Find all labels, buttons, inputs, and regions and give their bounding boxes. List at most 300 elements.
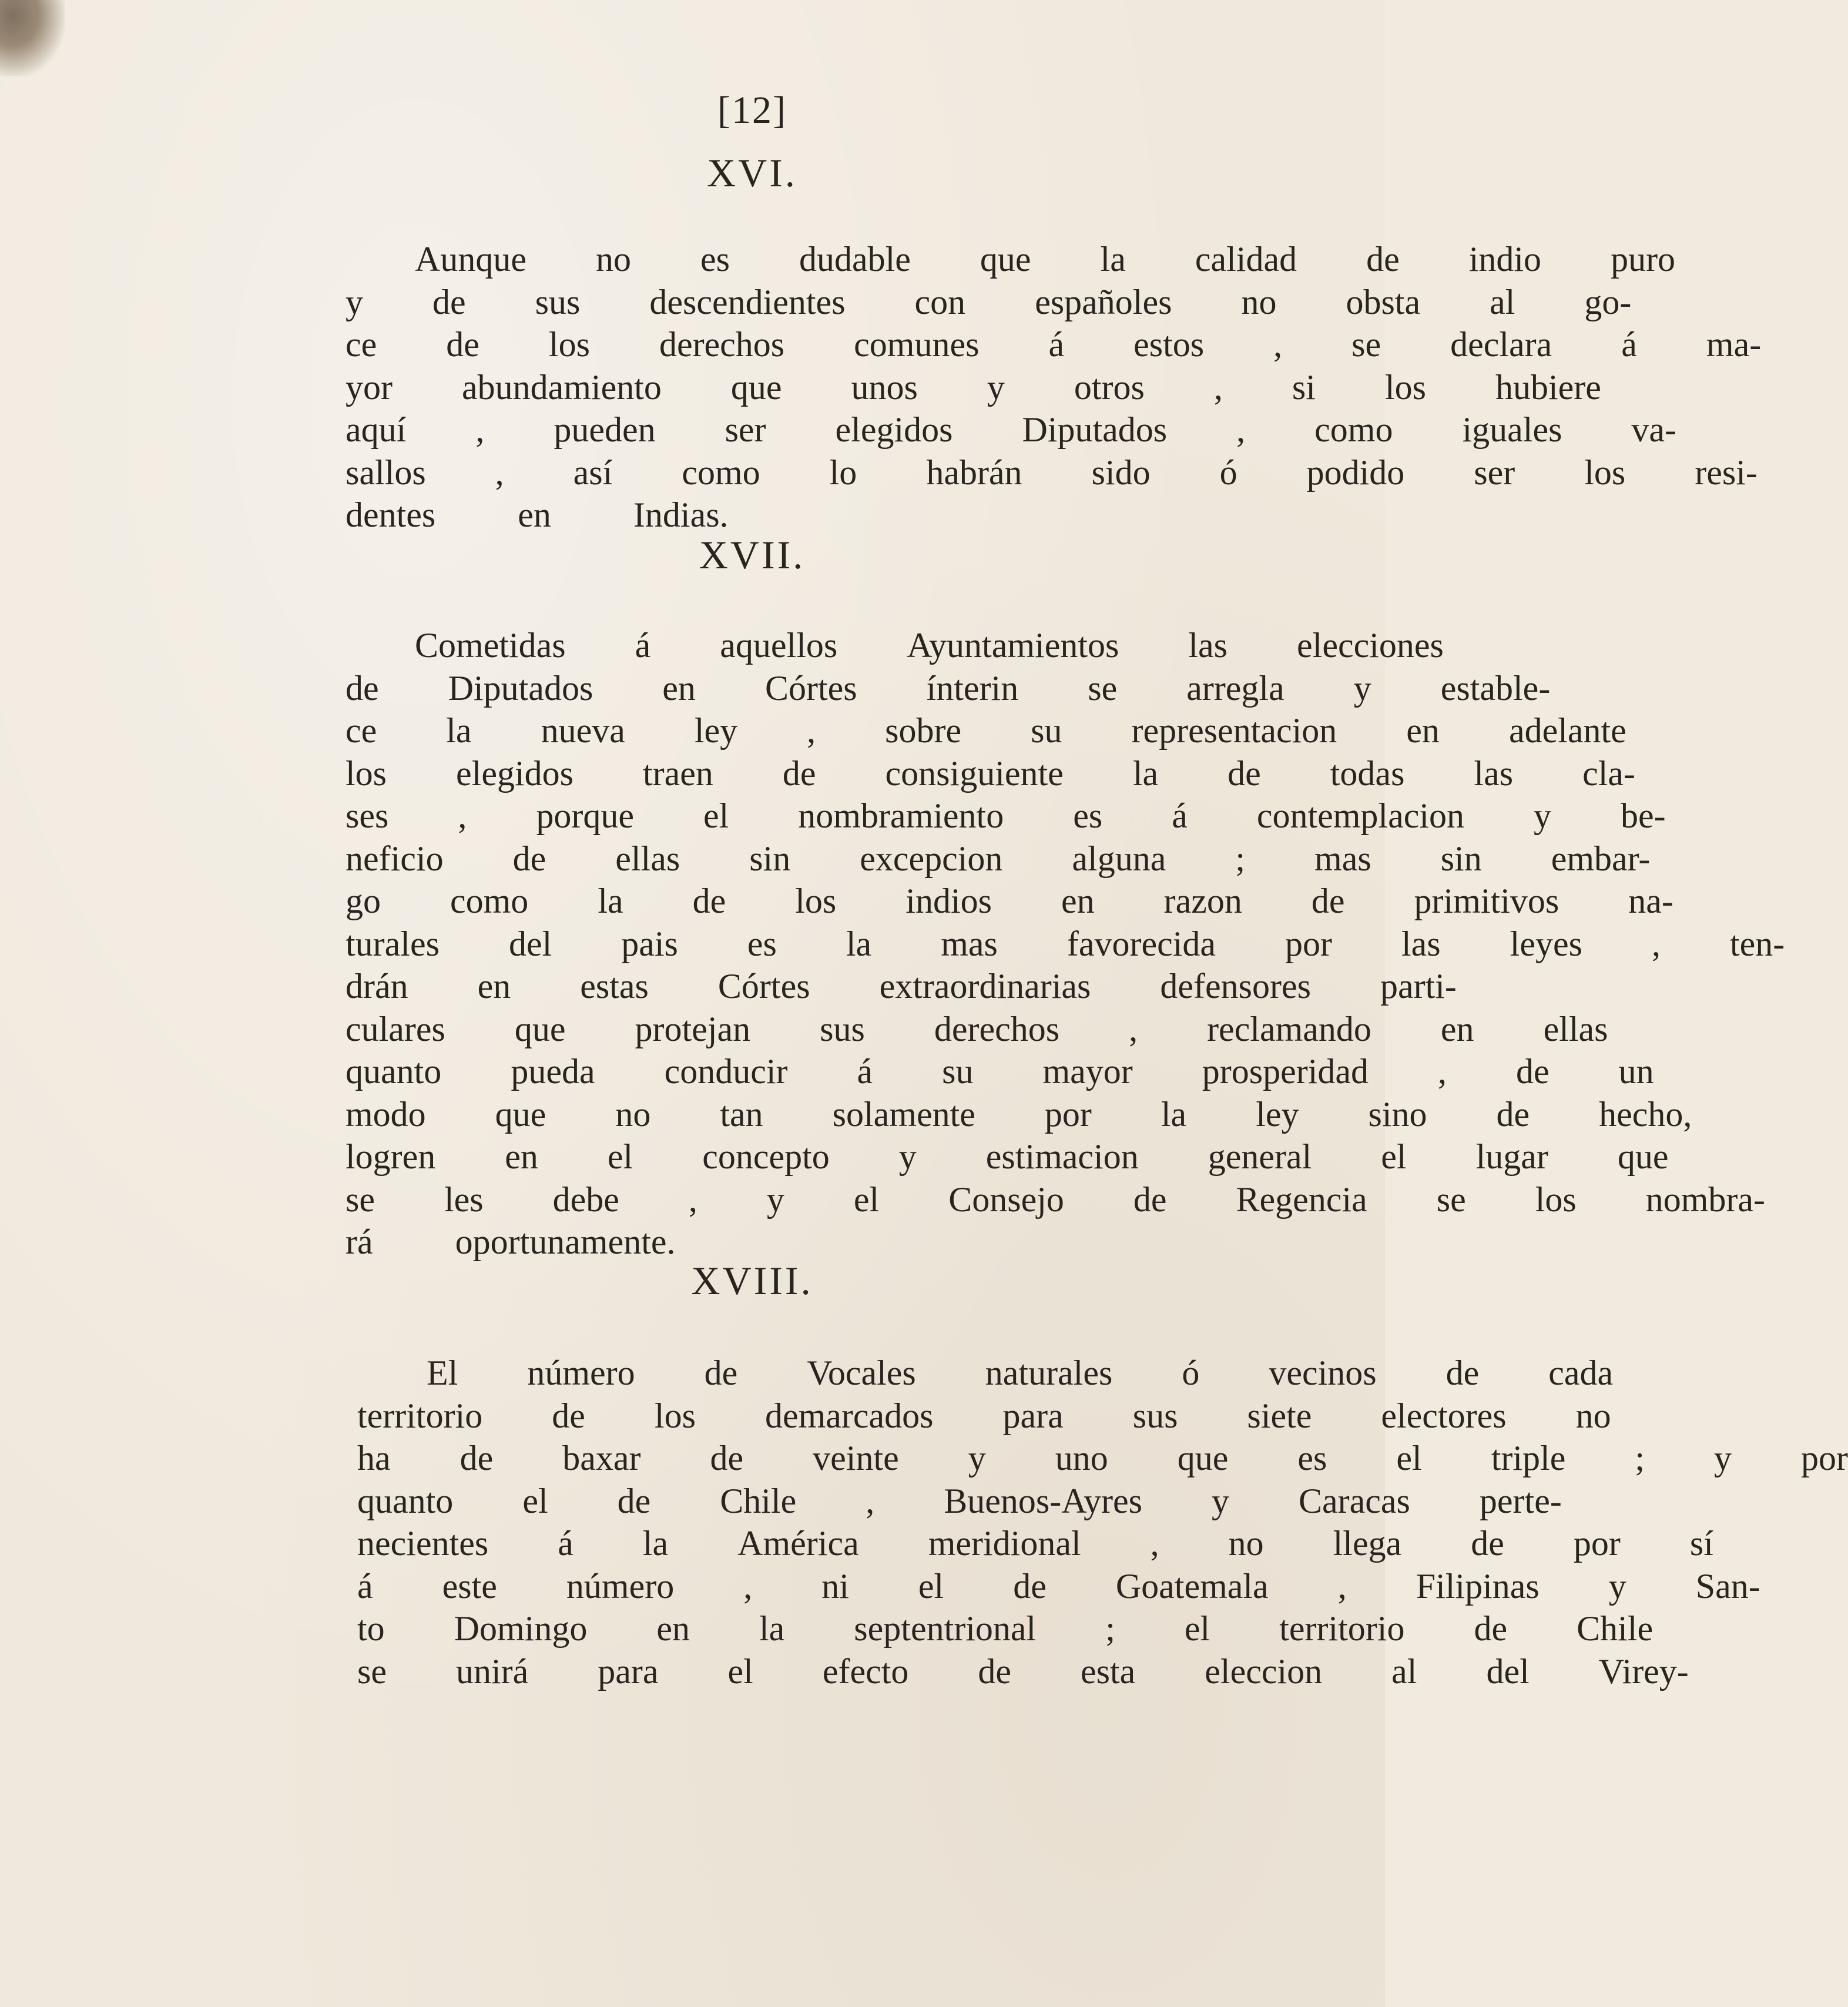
word: en xyxy=(1406,711,1440,750)
word: abundamiento xyxy=(461,367,662,407)
word: á xyxy=(857,1052,873,1091)
word: Aunque xyxy=(415,240,526,279)
word: to xyxy=(357,1609,385,1648)
word: meridional xyxy=(928,1524,1081,1563)
word: y xyxy=(1608,1566,1626,1606)
word: , xyxy=(1213,367,1223,407)
word: iguales xyxy=(1462,410,1562,449)
word: resi- xyxy=(1695,453,1758,492)
word: solamente xyxy=(832,1094,975,1134)
word: Goatemala xyxy=(1115,1566,1269,1606)
section-heading-xvii: XVII. xyxy=(699,532,806,577)
word: de xyxy=(1311,882,1345,920)
word: drán xyxy=(346,967,408,1006)
word: si xyxy=(1292,367,1316,407)
text-line xyxy=(276,624,1444,667)
word: se xyxy=(357,1651,387,1691)
word: otros xyxy=(1074,367,1145,407)
word: eleccion xyxy=(1205,1651,1323,1691)
text-line xyxy=(288,1522,1713,1565)
word: es xyxy=(747,924,777,963)
word: el xyxy=(522,1481,548,1520)
word: Ayuntamientos xyxy=(907,626,1119,665)
word: dudable xyxy=(799,240,911,279)
word: la xyxy=(1161,1094,1187,1134)
paragraph-xviii xyxy=(288,1352,1848,1693)
word: embar- xyxy=(1551,839,1651,878)
word: sido xyxy=(1091,453,1151,492)
word: un xyxy=(1618,1052,1654,1091)
word: de xyxy=(1366,240,1400,279)
word: no xyxy=(595,240,631,279)
word: es xyxy=(700,240,730,279)
word: go xyxy=(346,882,381,920)
word: , xyxy=(1337,1566,1347,1606)
word: defensores xyxy=(1160,967,1311,1006)
word: declara xyxy=(1450,325,1552,364)
word: reclamando xyxy=(1207,1009,1371,1048)
word: al xyxy=(1391,1651,1417,1691)
word: su xyxy=(1031,711,1062,750)
word: y xyxy=(1714,1439,1732,1477)
word: estas xyxy=(580,967,649,1006)
word: de xyxy=(552,1396,585,1435)
word: ser xyxy=(1474,453,1515,492)
text-line xyxy=(276,1135,1669,1178)
word: Virey- xyxy=(1598,1651,1689,1691)
word: la xyxy=(846,924,872,963)
word: septentrional xyxy=(854,1609,1037,1648)
word: mayor xyxy=(1042,1052,1133,1091)
word: ellas xyxy=(615,839,680,878)
word: número xyxy=(527,1353,635,1392)
word: y xyxy=(1534,796,1552,835)
word: de xyxy=(1471,1524,1504,1563)
word: el xyxy=(918,1566,944,1606)
word: leyes xyxy=(1510,924,1582,963)
word: los xyxy=(654,1396,696,1435)
text-line xyxy=(276,451,1758,494)
word: puro xyxy=(1611,240,1676,279)
word: lugar xyxy=(1475,1137,1548,1176)
word: nombra- xyxy=(1645,1180,1766,1219)
word: á xyxy=(1621,325,1637,364)
word: uno xyxy=(1055,1439,1108,1477)
word: lo xyxy=(829,453,857,492)
word: , xyxy=(475,410,485,449)
word: de xyxy=(692,882,726,920)
word: por xyxy=(1285,924,1332,963)
word: como xyxy=(450,882,529,920)
word: ley xyxy=(694,711,738,750)
word: go- xyxy=(1584,282,1632,321)
word: ó xyxy=(1219,453,1237,492)
word: de xyxy=(1496,1094,1530,1134)
word: unirá xyxy=(455,1651,529,1691)
word: unos xyxy=(851,367,918,407)
word: elecciones xyxy=(1297,626,1444,665)
word: de xyxy=(446,325,479,364)
word: esta xyxy=(1081,1651,1136,1691)
word: de xyxy=(512,839,546,878)
word: en xyxy=(656,1609,690,1648)
word: la xyxy=(1132,753,1159,793)
word: estimacion xyxy=(985,1137,1139,1176)
word: número xyxy=(566,1566,675,1606)
word: oportunamente. xyxy=(455,1222,676,1261)
word: favorecida xyxy=(1066,924,1216,963)
word: las xyxy=(1474,753,1514,793)
word: de xyxy=(460,1439,494,1477)
word: que xyxy=(730,367,782,407)
word: be- xyxy=(1621,796,1666,835)
word: los xyxy=(1535,1180,1577,1219)
text-line xyxy=(276,281,1632,324)
text-line xyxy=(276,965,1457,1008)
word: dentes xyxy=(346,495,436,534)
word: les xyxy=(444,1180,484,1219)
word: vecinos xyxy=(1269,1353,1377,1392)
word: sino xyxy=(1368,1094,1427,1134)
word: de xyxy=(1474,1609,1508,1648)
word: sí xyxy=(1689,1524,1713,1563)
word: demarcados xyxy=(764,1396,934,1435)
word: descendientes xyxy=(649,282,846,321)
word: y xyxy=(968,1439,986,1477)
word: del xyxy=(508,924,552,963)
word: , xyxy=(688,1180,697,1219)
word: efecto xyxy=(822,1651,909,1691)
word: , xyxy=(1273,325,1283,364)
word: en xyxy=(518,495,551,534)
text-line xyxy=(288,1650,1689,1693)
word: las xyxy=(1401,924,1441,963)
word: Diputados xyxy=(448,668,593,708)
word: conducir xyxy=(664,1052,788,1091)
word: los xyxy=(548,325,590,364)
word: turales xyxy=(346,924,440,963)
word: ; xyxy=(1235,839,1246,878)
word: para xyxy=(1002,1396,1064,1435)
word: y xyxy=(1212,1481,1230,1520)
word: de xyxy=(1445,1353,1480,1392)
word: los xyxy=(795,882,837,920)
word: alguna xyxy=(1072,839,1166,878)
word: baxar xyxy=(562,1439,641,1477)
word: no xyxy=(1575,1396,1611,1435)
word: que xyxy=(514,1009,566,1048)
word: Domingo xyxy=(454,1609,588,1648)
text-line xyxy=(276,795,1666,837)
text-line xyxy=(288,1437,1848,1480)
word: el xyxy=(1396,1439,1422,1477)
word: ser xyxy=(725,410,766,449)
word: traen xyxy=(642,753,713,793)
word: el xyxy=(1184,1609,1210,1648)
word: pueda xyxy=(511,1052,595,1091)
word: comunes xyxy=(854,325,980,364)
word: no xyxy=(1228,1524,1264,1563)
word: el xyxy=(607,1137,633,1176)
word: razon xyxy=(1163,882,1242,920)
word: ; xyxy=(1105,1609,1115,1648)
word: arregla xyxy=(1186,668,1284,708)
word: perte- xyxy=(1479,1481,1562,1520)
word: se xyxy=(1088,668,1118,708)
word: El xyxy=(427,1353,458,1392)
section-heading-xvi: XVI. xyxy=(707,150,797,195)
word: porque xyxy=(536,796,634,835)
word: pueden xyxy=(554,410,656,449)
word: Cometidas xyxy=(415,626,566,665)
word: los xyxy=(1384,367,1426,407)
word: , xyxy=(1236,410,1246,449)
word: América xyxy=(737,1524,859,1563)
word: ellas xyxy=(1543,1009,1608,1048)
word: así xyxy=(573,453,613,492)
word: las xyxy=(1188,626,1228,665)
text-line xyxy=(276,494,1252,537)
word: Córtes xyxy=(764,668,857,708)
word: Córtes xyxy=(717,967,810,1006)
word: Consejo xyxy=(948,1180,1064,1219)
word: el xyxy=(853,1180,880,1219)
word: todas xyxy=(1330,753,1405,793)
word: calidad xyxy=(1195,240,1297,279)
word: Chile xyxy=(1577,1609,1654,1648)
word: representacion xyxy=(1131,711,1337,750)
word: de xyxy=(346,668,379,708)
word: yor xyxy=(346,367,393,407)
word: , xyxy=(1438,1052,1447,1091)
word: sus xyxy=(820,1009,865,1048)
word: ten- xyxy=(1729,924,1785,963)
word: que xyxy=(495,1094,546,1134)
word: neficio xyxy=(346,839,444,878)
word: y xyxy=(898,1137,917,1176)
word: ses xyxy=(346,796,389,835)
text-line xyxy=(276,709,1626,752)
word: elegidos xyxy=(456,753,573,793)
word: en xyxy=(505,1137,538,1176)
word: protejan xyxy=(635,1009,751,1048)
word: culares xyxy=(346,1009,445,1048)
word: pais xyxy=(621,924,678,963)
text-line xyxy=(276,1221,1252,1264)
word: la xyxy=(759,1609,785,1648)
page-number: [12] xyxy=(717,89,787,132)
word: de xyxy=(617,1481,651,1520)
word: de xyxy=(704,1353,738,1392)
word: habrán xyxy=(926,453,1022,492)
word: y xyxy=(1353,668,1371,708)
text-line xyxy=(276,1008,1608,1051)
word: ley xyxy=(1256,1094,1299,1134)
word: los xyxy=(1584,453,1626,492)
word: nueva xyxy=(541,711,625,750)
text-line xyxy=(276,837,1651,880)
word: Filipinas xyxy=(1416,1566,1540,1606)
word: contemplacion xyxy=(1256,796,1465,835)
word: aquí xyxy=(346,410,407,449)
text-line xyxy=(288,1352,1614,1395)
word: por xyxy=(1801,1439,1848,1477)
word: á xyxy=(357,1566,373,1606)
word: los xyxy=(346,753,387,793)
word: como xyxy=(1314,410,1393,449)
word: de xyxy=(782,753,816,793)
word: la xyxy=(1100,240,1126,279)
word: Diputados xyxy=(1022,410,1168,449)
word: adelante xyxy=(1508,711,1626,750)
word: de xyxy=(1013,1566,1047,1606)
word: á xyxy=(1048,325,1065,364)
word: ha xyxy=(357,1439,391,1477)
word: ínterin xyxy=(926,668,1019,708)
word: mas xyxy=(941,924,998,963)
word: siete xyxy=(1247,1396,1312,1435)
word: la xyxy=(446,711,472,750)
word: y xyxy=(766,1180,784,1219)
text-line xyxy=(276,923,1785,966)
word: llega xyxy=(1333,1524,1402,1563)
word: estable- xyxy=(1440,668,1551,708)
word: excepcion xyxy=(860,839,1003,878)
word: de xyxy=(432,282,466,321)
word: prosperidad xyxy=(1202,1052,1369,1091)
word: ce xyxy=(346,711,377,750)
word: territorio xyxy=(1279,1609,1405,1648)
word: debe xyxy=(552,1180,619,1219)
word: general xyxy=(1208,1137,1312,1176)
word: á xyxy=(1172,796,1188,835)
word: estos xyxy=(1133,325,1205,364)
word: , xyxy=(1651,924,1661,963)
word: nombramiento xyxy=(798,796,1004,835)
word: San- xyxy=(1695,1566,1760,1606)
word: no xyxy=(615,1094,651,1134)
word: , xyxy=(807,711,816,750)
word: , xyxy=(495,453,504,492)
word: ma- xyxy=(1706,325,1762,364)
word: para xyxy=(598,1651,659,1691)
word: del xyxy=(1486,1651,1530,1691)
word: se xyxy=(1351,325,1381,364)
word: hecho, xyxy=(1599,1094,1692,1134)
text-line xyxy=(276,238,1676,281)
word: de xyxy=(978,1651,1012,1691)
text-line xyxy=(288,1395,1611,1438)
word: que xyxy=(980,240,1031,279)
word: se xyxy=(1436,1180,1466,1219)
word: por xyxy=(1573,1524,1621,1563)
word: es xyxy=(1297,1439,1327,1477)
corner-stain xyxy=(0,0,65,76)
word: sus xyxy=(535,282,581,321)
word: su xyxy=(942,1052,974,1091)
word: naturales xyxy=(985,1353,1113,1392)
word: rá xyxy=(346,1222,373,1261)
word: podido xyxy=(1306,453,1405,492)
word: sin xyxy=(1440,839,1482,878)
section-heading-xviii: XVIII. xyxy=(691,1258,813,1303)
word: en xyxy=(662,668,696,708)
word: sobre xyxy=(885,711,962,750)
word: es xyxy=(1073,796,1103,835)
text-line xyxy=(276,408,1677,451)
word: el xyxy=(1381,1137,1407,1176)
word: á xyxy=(635,626,651,665)
word: de xyxy=(1227,753,1261,793)
word: sin xyxy=(749,839,791,878)
word: de xyxy=(710,1439,744,1477)
text-line xyxy=(276,880,1673,923)
word: aquellos xyxy=(720,626,838,665)
word: tan xyxy=(720,1094,763,1134)
word: modo xyxy=(346,1094,426,1134)
word: Indias. xyxy=(633,495,729,534)
word: na- xyxy=(1628,882,1673,920)
word: se xyxy=(346,1180,375,1219)
word: como xyxy=(682,453,760,492)
word: veinte xyxy=(813,1439,899,1477)
word: ni xyxy=(821,1566,849,1606)
word: necientes xyxy=(357,1524,489,1563)
word: Buenos-Ayres xyxy=(944,1481,1143,1520)
word: mas xyxy=(1314,839,1371,878)
word: quanto xyxy=(357,1481,454,1520)
word: Vocales xyxy=(807,1353,916,1392)
word: de xyxy=(1133,1180,1167,1219)
text-line xyxy=(288,1565,1760,1608)
word: al xyxy=(1490,282,1515,321)
text-line xyxy=(276,323,1762,366)
word: ó xyxy=(1182,1353,1200,1392)
word: indios xyxy=(905,882,992,920)
text-line xyxy=(276,1093,1692,1136)
paragraph-xvii xyxy=(276,624,1785,1264)
text-line xyxy=(288,1480,1562,1523)
word: elegidos xyxy=(835,410,953,449)
text-line xyxy=(276,1178,1766,1221)
word: sallos xyxy=(346,453,426,492)
word: electores xyxy=(1381,1396,1507,1435)
word: el xyxy=(727,1651,753,1691)
word: logren xyxy=(346,1137,436,1176)
word: ; xyxy=(1635,1439,1645,1477)
word: quanto xyxy=(346,1052,442,1091)
word: , xyxy=(1129,1009,1138,1048)
word: , xyxy=(743,1566,753,1606)
word: Regencia xyxy=(1236,1180,1367,1219)
text-line xyxy=(276,667,1551,710)
word: cada xyxy=(1548,1353,1614,1392)
word: territorio xyxy=(357,1396,483,1435)
word: el xyxy=(703,796,729,835)
word: Caracas xyxy=(1299,1481,1410,1520)
word: con xyxy=(914,282,966,321)
text-line xyxy=(276,366,1601,409)
word: , xyxy=(1150,1524,1159,1563)
word: este xyxy=(442,1566,497,1606)
word: de xyxy=(1516,1052,1549,1091)
word: la xyxy=(598,882,623,920)
word: concepto xyxy=(702,1137,830,1176)
paragraph-xvi xyxy=(276,238,1762,537)
word: derechos xyxy=(659,325,785,364)
word: triple xyxy=(1491,1439,1566,1477)
word: y xyxy=(346,282,363,321)
